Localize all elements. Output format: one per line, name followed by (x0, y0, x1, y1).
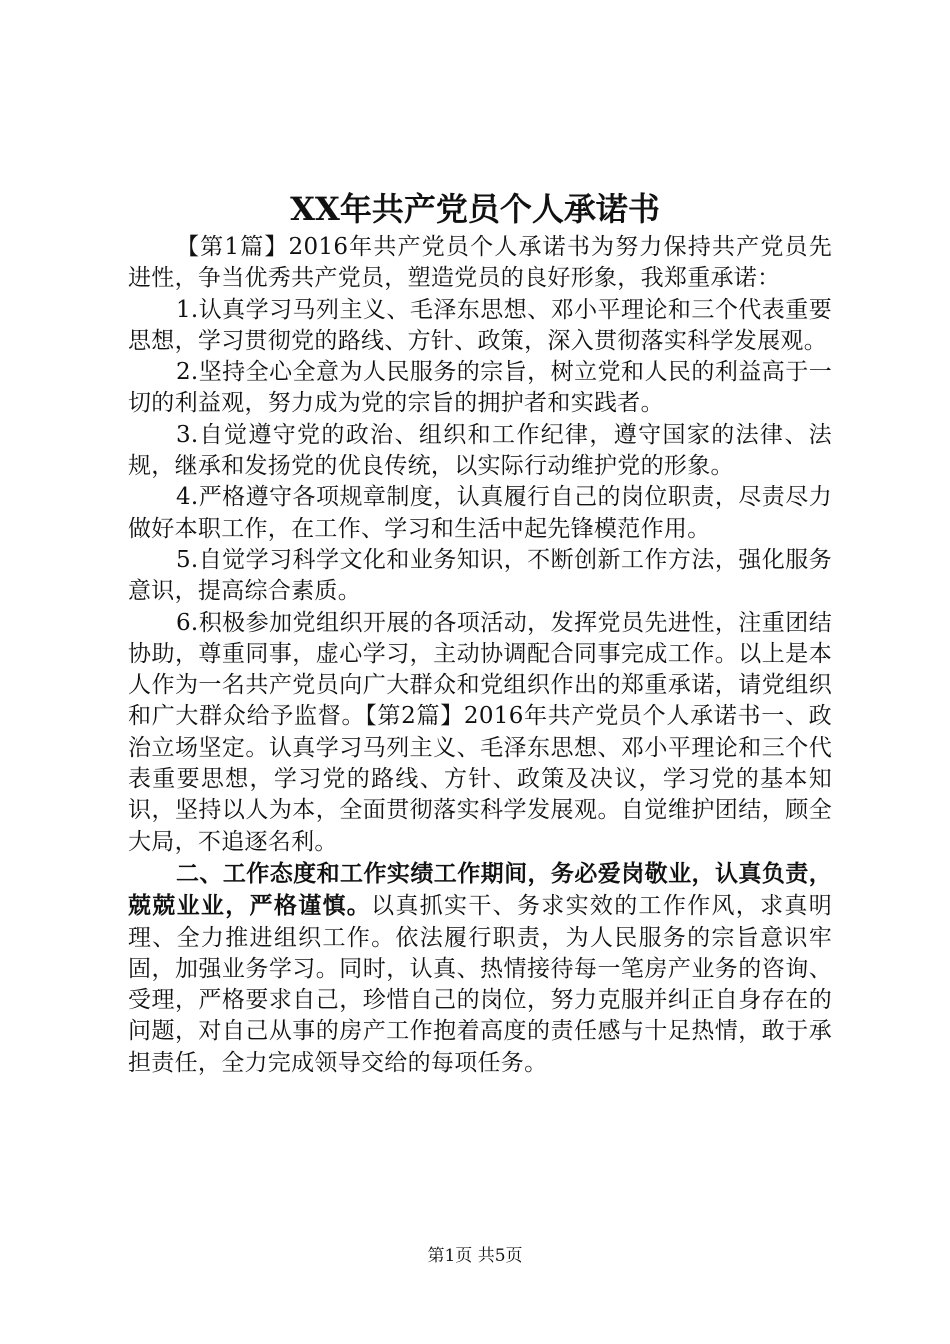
document-title: XX年共产党员个人承诺书 (290, 190, 660, 228)
paragraph-7: 6.积极参加党组织开展的各项活动，发挥党员先进性，注重团结协助，尊重同事，虚心学习，主动协调配合同事完成工作。以上是本人作为一名共产党员向广大群众和党组织作出的郑重承诺，请党组织和广大群众给予监督。【第2篇】2016年共产党员个人承诺书一、政治立场坚定。认真学习马列主义、毛泽东思想、邓小平理论和三个代表重要思想，学习党的路线、方针、政策及决议，学习党的基本知识，坚持以人为本，全面贯彻落实科学发展观。自觉维护团结，顾全大局，不追逐名利。 (128, 609, 832, 855)
paragraph-2: 1.认真学习马列主义、毛泽东思想、邓小平理论和三个代表重要思想，学习贯彻党的路线、方针、政策，深入贯彻落实科学发展观。 (128, 296, 832, 354)
paragraph-1: 【第1篇】2016年共产党员个人承诺书为努力保持共产党员先进性，争当优秀共产党员，塑造党员的良好形象，我郑重承诺： (128, 234, 832, 292)
paragraph-8 (128, 858, 832, 1079)
document-body (128, 232, 832, 1079)
paragraph-8-text: 以真抓实干、务求实效的工作作风，求真明理、全力推进组织工作。依法履行职责，为人民服务的宗旨意识牢固，加强业务学习。同时，认真、热情接待每一笔房产业务的咨询、受理，严格要求自己，珍惜自己的岗位，努力克服并纠正自身存在的问题，对自己从事的房产工作抱着高度的责任感与十足热情，敢于承担责任，全力完成领导交给的每项任务。 (128, 893, 833, 1076)
page-footer: 第1页 共5页 (427, 1246, 523, 1266)
paragraph-4: 3.自觉遵守党的政治、组织和工作纪律，遵守国家的法律、法规，继承和发扬党的优良传统，以实际行动维护党的形象。 (128, 421, 832, 480)
paragraph-3: 2.坚持全心全意为人民服务的宗旨，树立党和人民的利益高于一切的利益观，努力成为党的宗旨的拥护者和实践者。 (128, 359, 832, 417)
paragraph-8-bold-lead: 二、工作态度和工作实绩工作期间，务必爱岗敬业，认真负责，兢兢业业，严格谨慎。 (128, 859, 832, 920)
paragraph-5: 4.严格遵守各项规章制度，认真履行自己的岗位职责，尽责尽力做好本职工作，在工作、学习和生活中起先锋模范作用。 (128, 484, 832, 542)
paragraph-6: 5.自觉学习科学文化和业务知识，不断创新工作方法，强化服务意识，提高综合素质。 (128, 546, 832, 605)
